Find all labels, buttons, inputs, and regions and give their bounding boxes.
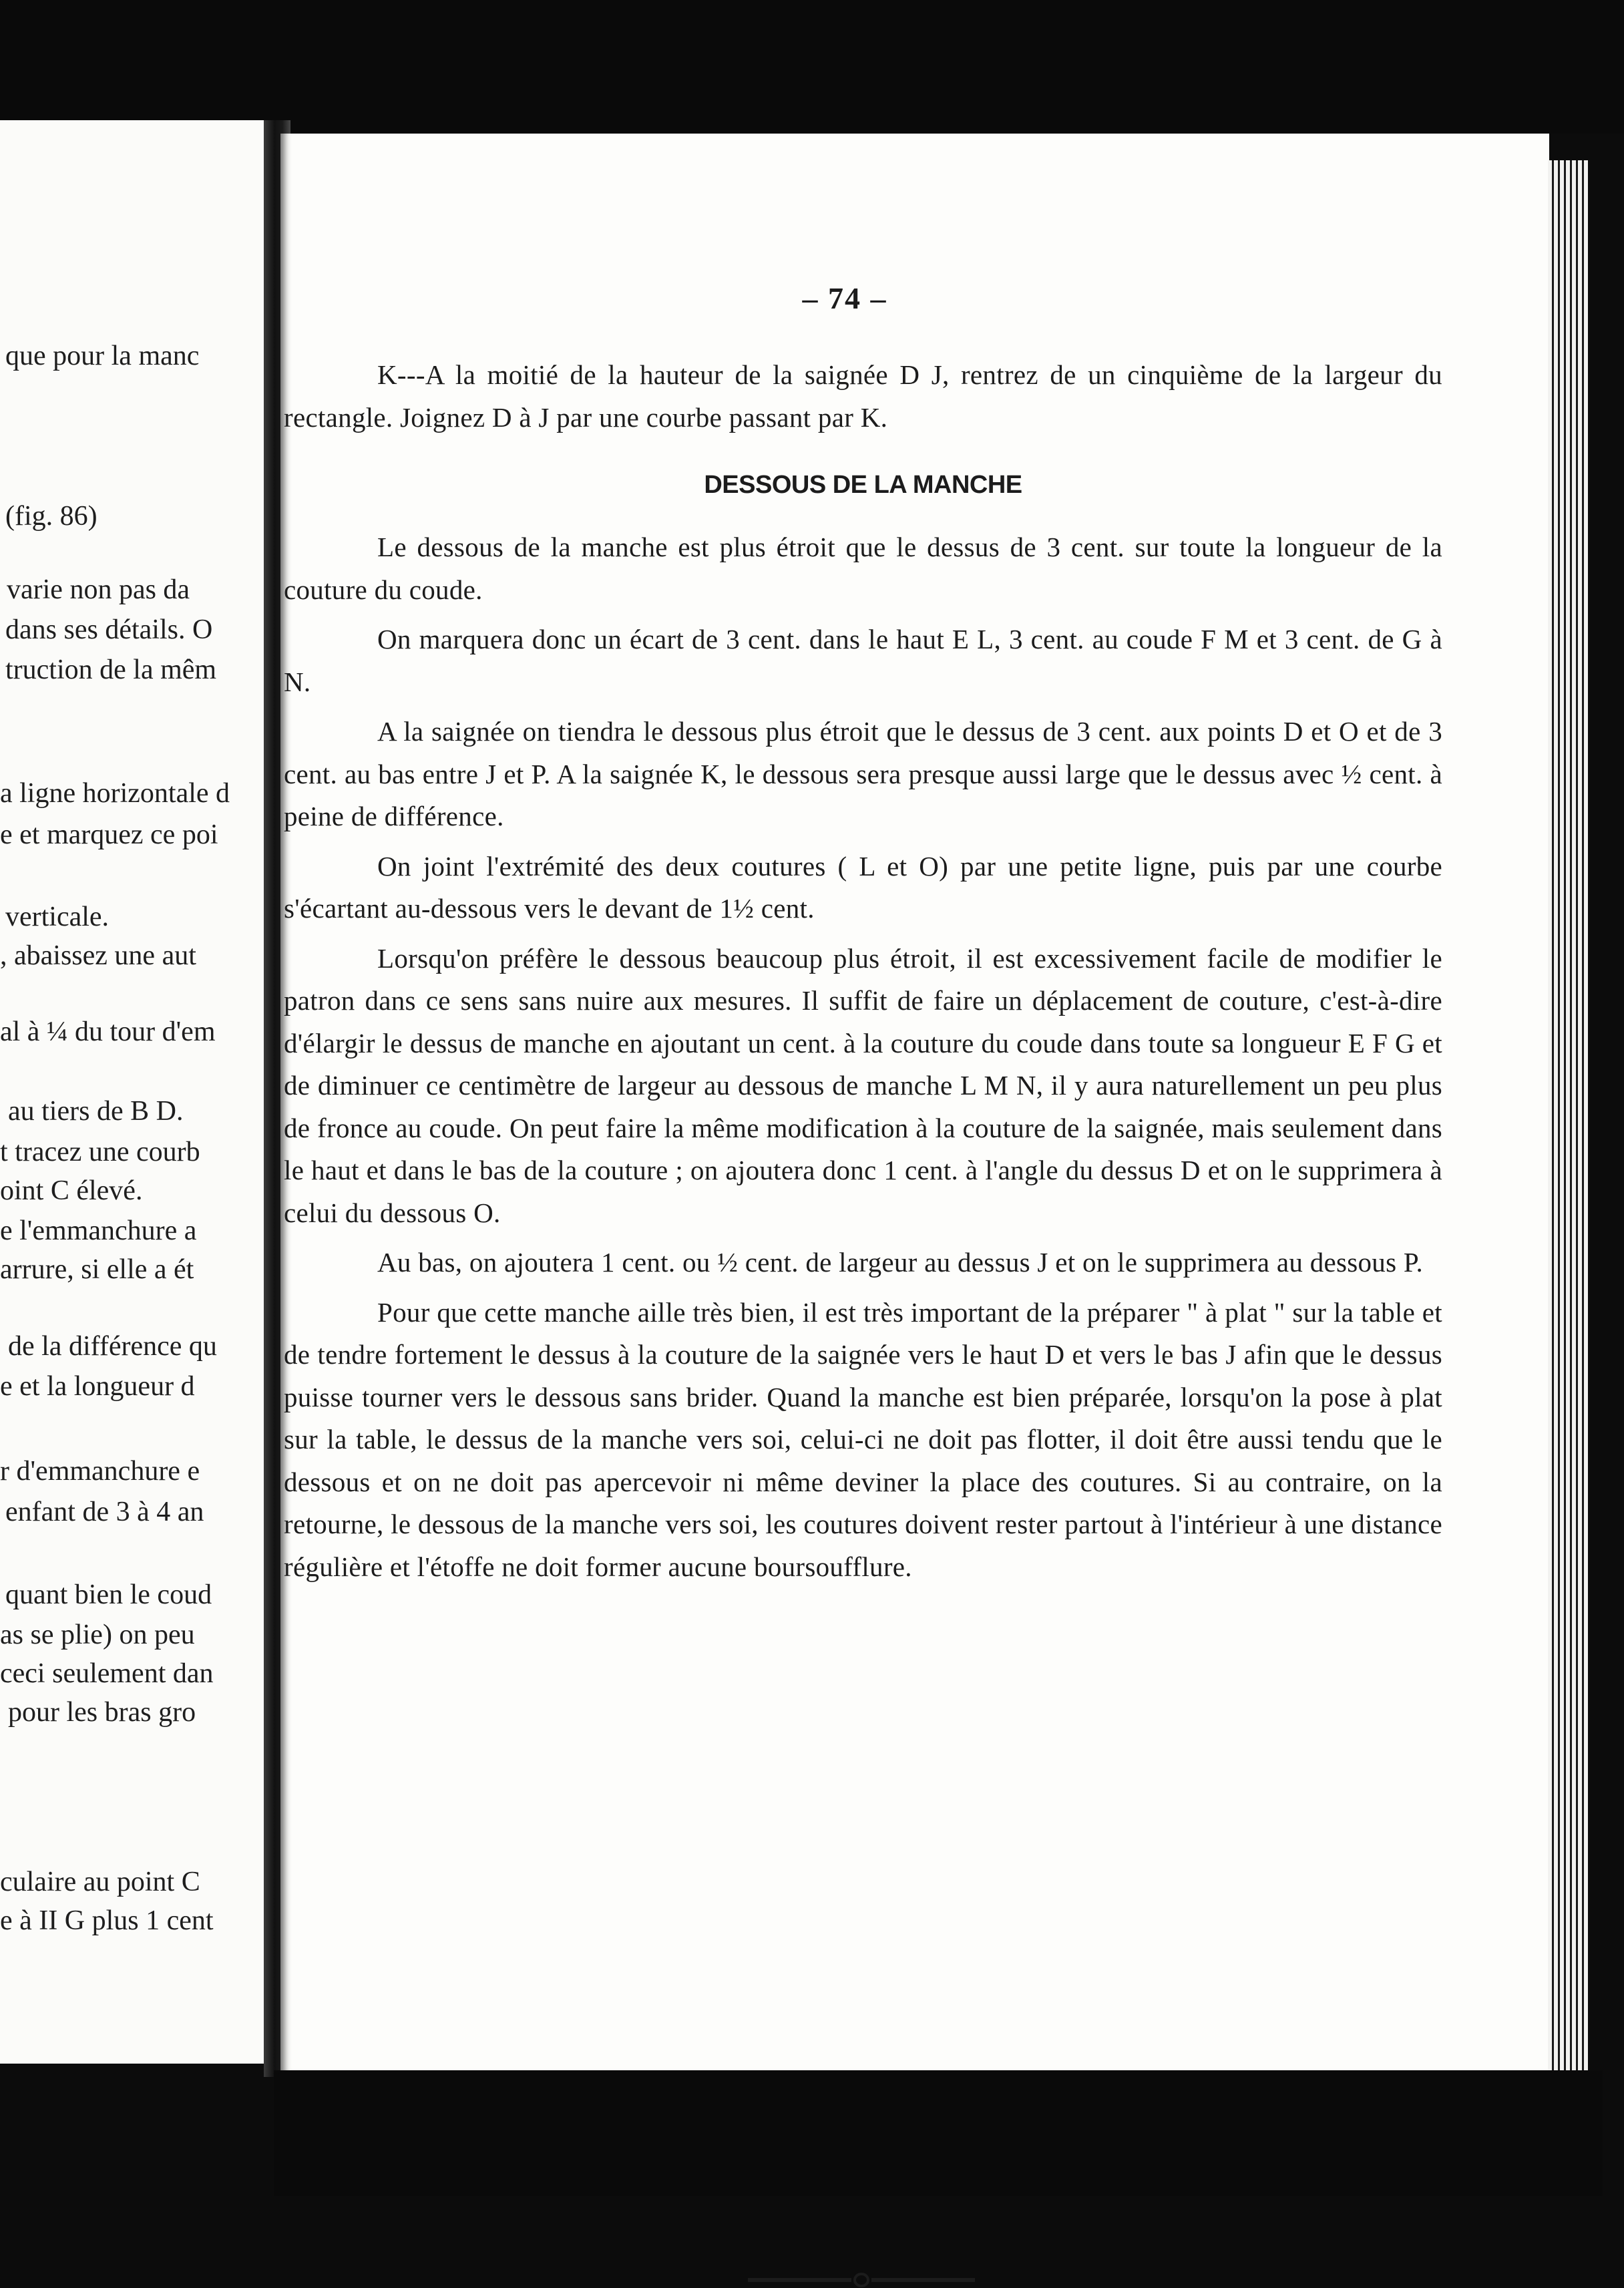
paragraph: On marquera donc un écart de 3 cent. dans le haut E L, 3 cent. au coude F M et 3 cent. de G à N. [284,624,1442,697]
paragraph: A la saignée on tiendra le dessous plus étroit que le dessus de 3 cent. aux points D et O et de 3 cent. au bas entre J et P. A la saignée K, le dessous sera presque aussi large que le dessus avec ½ cent. à peine de différence. [284,716,1442,831]
previous-page-line: varie non pas da [7,574,190,605]
previous-page-line: culaire au point C [0,1867,200,1897]
previous-page-line: r d'emmanchure e [0,1456,200,1487]
previous-page-line: arrure, si elle a ét [0,1254,194,1285]
paragraph: Au bas, on ajoutera 1 cent. ou ½ cent. de largeur au dessus J et on le supprimera au dessous P. [377,1247,1424,1278]
paragraph: Lorsqu'on préfère le dessous beaucoup plus étroit, il est excessivement facile de modifier le patron dans ce sens sans nuire aux mesures. Il suffit de faire un déplacement de couture, c'est-à-dire d'élargir le dessus de manche en ajoutant un cent. à la couture du coude dans toute sa longueur E F G et de diminuer ce centimètre de largeur au dessous de manche L M N, il y aura naturellement un peu plus de fronce au coude. On peut faire la même modification à la couture de la saignée, mais seulement dans le haut et dans le bas de la couture ; on ajoutera donc 1 cent. à l'angle du dessus D et on le supprimera à celui du dessous O. [284,942,1442,1228]
paragraph: Pour que cette manche aille très bien, il est très important de la préparer " à plat " sur la table et de tendre fortement le dessus à la couture de la saignée vers le haut D et vers le bas J afin que le dessus puisse tourner vers le dessous sans brider. Quand la manche est bien préparée, lorsqu'on la pose à plat sur la table, le dessus de la manche vers soi, celui-ci ne doit pas flotter, il doit être aussi tendu que le dessous et on ne doit pas apercevoir ni même deviner la place des coutures. Si au contraire, on la retourne, le dessous de la manche vers soi, les coutures doivent rester partout à l'intérieur à une distance régulière et l'étoffe ne doit former aucune boursoufflure. [284,1296,1442,1582]
page-edges [1548,160,1588,2097]
previous-page-line: e l'emmanchure a [0,1215,197,1246]
previous-page-line: quant bien le coud [5,1579,212,1610]
previous-page-line: pour les bras gro [8,1697,196,1728]
previous-page-line: t tracez une courb [0,1137,200,1167]
page-body [284,354,1442,1595]
previous-page-line: truction de la mêm [5,654,217,685]
previous-page-line: ceci seulement dan [0,1658,214,1689]
previous-page-line: dans ses détails. O [5,614,213,645]
previous-page-line: al à ¼ du tour d'em [0,1016,216,1047]
previous-page-line: e à II G plus 1 cent [0,1905,214,1936]
section-heading: DESSOUS DE LA MANCHE [704,471,1022,499]
previous-page-line: as se plie) on peu [0,1619,195,1650]
previous-page-line: (fig. 86) [5,501,97,532]
page-number: – 74 – [802,281,887,315]
previous-page-line: e et la longueur d [0,1371,195,1402]
previous-page-line: a ligne horizontale d [0,778,230,809]
previous-page-fragment [0,120,264,2064]
previous-page-line: que pour la manc [5,341,200,371]
previous-page-line: oint C élevé. [0,1175,143,1206]
paragraph-intro: K---A la moitié de la hauteur de la saignée D J, rentrez de un cinquième de la largeur du rectangle. Joignez D à J par une courbe passant par K. [284,359,1442,433]
previous-page-line: enfant de 3 à 4 an [5,1497,204,1527]
paragraph: Le dessous de la manche est plus étroit que le dessus de 3 cent. sur toute la longueur de la couture du coude. [284,532,1442,605]
paragraph: On joint l'extrémité des deux coutures ( L et O) par une petite ligne, puis par une courbe s'écartant au-dessous vers le devant de 1½ cent. [284,850,1442,924]
previous-page-line: , abaissez une aut [0,940,196,971]
previous-page-line: verticale. [5,902,110,932]
scan-background [0,0,1624,134]
previous-page-line: de la différence qu [8,1331,217,1362]
scan-background-bottom [274,2070,1603,2196]
end-ornament [748,2272,975,2288]
previous-page-line: au tiers de B D. [8,1096,184,1127]
previous-page-line: e et marquez ce poi [0,819,218,850]
